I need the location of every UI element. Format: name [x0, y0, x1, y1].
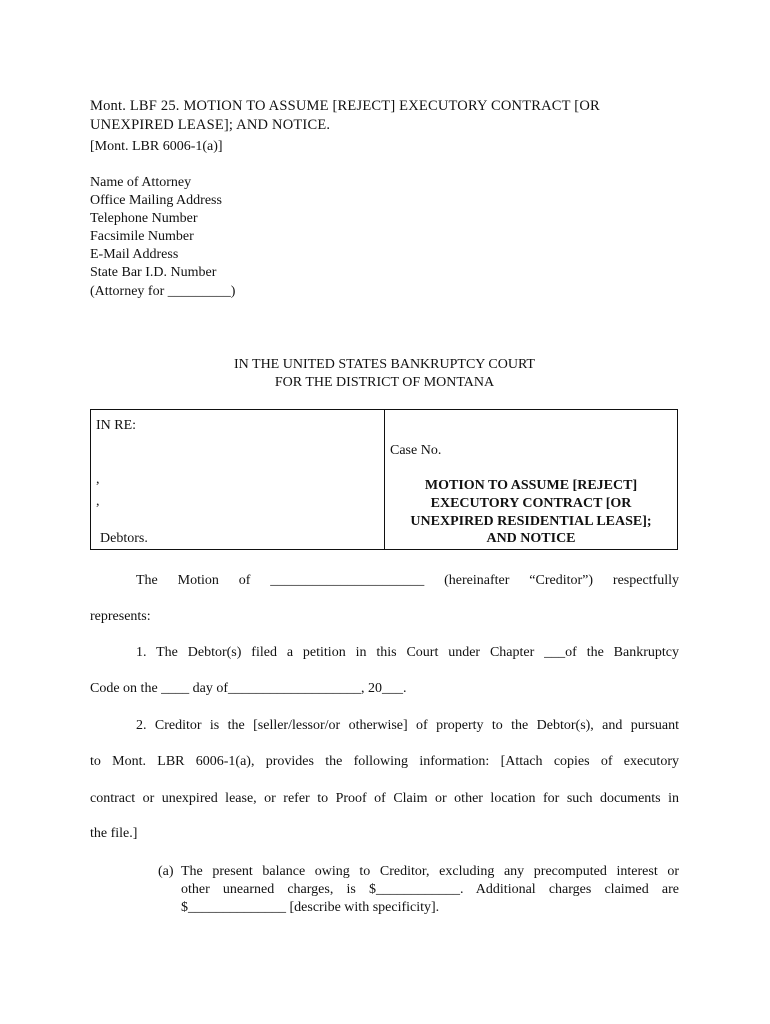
sub-item-a-line-3: $______________ [describe with specificity].: [181, 900, 440, 915]
debtor-name-line-1: ,: [96, 472, 100, 487]
paragraph-2-line-2: to Mont. LBR 6006-1(a), provides the following information: [Attach copies of executory: [90, 754, 679, 769]
attorney-name: Name of Attorney: [90, 175, 192, 190]
motion-title-line-4: AND NOTICE: [486, 531, 576, 546]
intro-paragraph-line-2: represents:: [90, 609, 151, 624]
court-name: IN THE UNITED STATES BANKRUPTCY COURT: [234, 357, 535, 372]
paragraph-2-line-4: the file.]: [90, 826, 138, 841]
attorney-email: E-Mail Address: [90, 247, 179, 262]
attorney-address: Office Mailing Address: [90, 193, 222, 208]
paragraph-1-line-2: Code on the ____ day of___________________, 20___.: [90, 681, 407, 696]
intro-paragraph-line-1: The Motion of ______________________ (hereinafter “Creditor”) respectfully: [136, 573, 679, 588]
case-number-label: Case No.: [390, 443, 442, 458]
paragraph-2-line-1: 2. Creditor is the [seller/lessor/or otherwise] of property to the Debtor(s), and pursuant: [136, 718, 679, 733]
attorney-bar-id: State Bar I.D. Number: [90, 265, 217, 280]
attorney-for: (Attorney for _________): [90, 284, 236, 299]
sub-item-a-label: (a): [158, 864, 174, 879]
motion-title-line-1: MOTION TO ASSUME [REJECT]: [424, 478, 638, 493]
case-caption-box: [90, 409, 678, 550]
motion-title-line-3: UNEXPIRED RESIDENTIAL LEASE];: [410, 514, 652, 529]
paragraph-1-line-1: 1. The Debtor(s) filed a petition in this Court under Chapter ___of the Bankruptcy: [136, 645, 679, 660]
attorney-fax: Facsimile Number: [90, 229, 194, 244]
court-district: FOR THE DISTRICT OF MONTANA: [274, 375, 495, 390]
rule-reference: [Mont. LBR 6006-1(a)]: [90, 139, 223, 154]
debtor-name-line-2: ,: [96, 494, 100, 509]
form-title-line-1: Mont. LBF 25. MOTION TO ASSUME [REJECT] EXECUTORY CONTRACT [OR: [90, 98, 600, 114]
form-title-line-2: UNEXPIRED LEASE]; AND NOTICE.: [90, 117, 331, 133]
sub-item-a: [158, 863, 679, 919]
debtors-label: Debtors.: [100, 531, 148, 546]
paragraph-2-line-3: contract or unexpired lease, or refer to Proof of Claim or other location for such documents in: [90, 791, 679, 806]
sub-item-a-line-2: other unearned charges, is $____________. Additional charges claimed are: [181, 882, 679, 897]
sub-item-a-line-1: The present balance owing to Creditor, excluding any precomputed interest or: [181, 864, 679, 879]
motion-title-line-2: EXECUTORY CONTRACT [OR: [430, 496, 632, 511]
in-re-label: IN RE:: [96, 418, 137, 433]
attorney-telephone: Telephone Number: [90, 211, 198, 226]
